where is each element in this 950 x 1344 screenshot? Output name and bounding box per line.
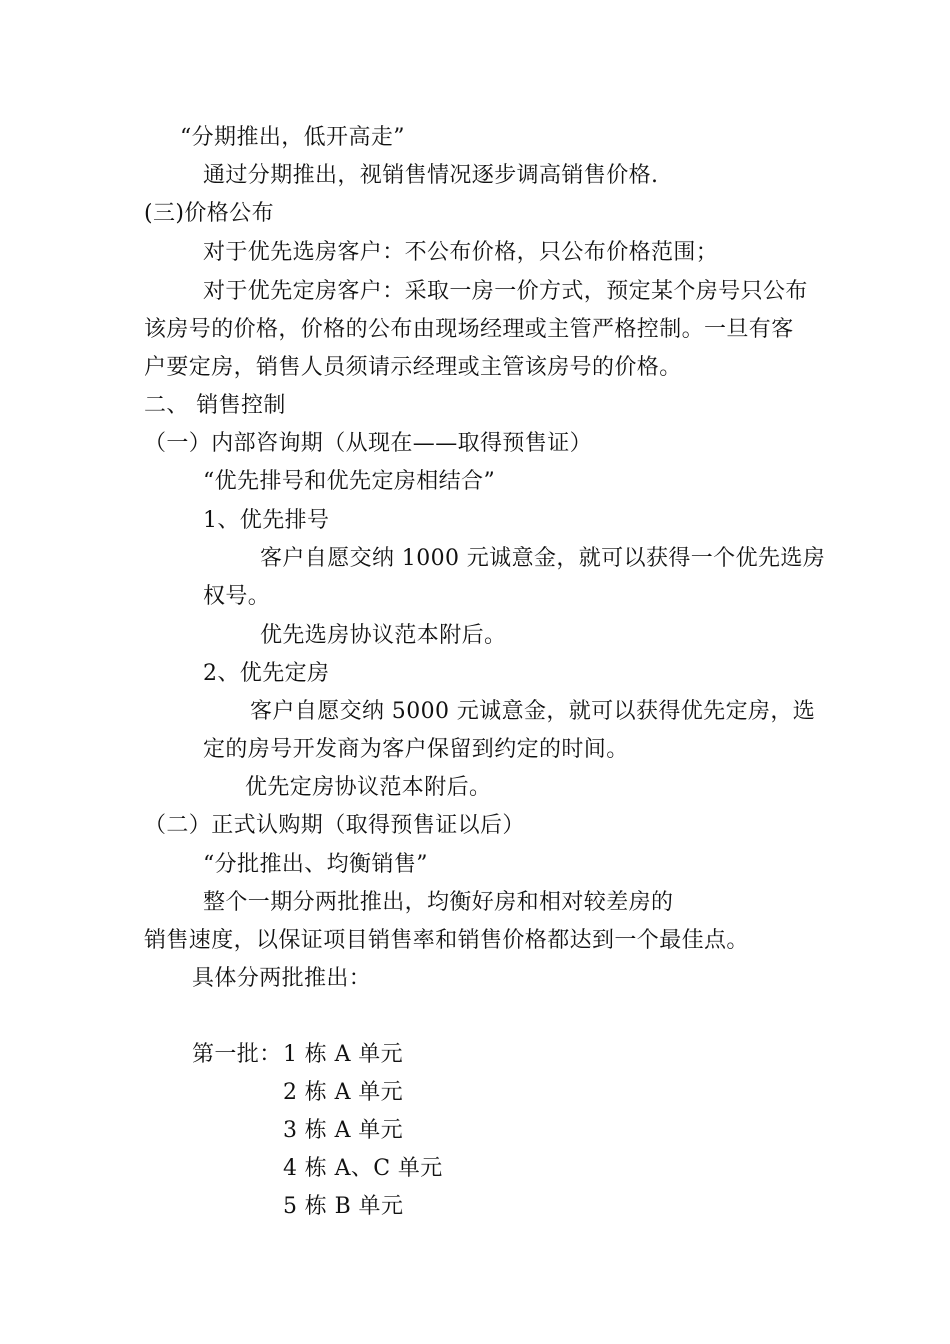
phase-2-description-line-1: 整个一期分两批推出，均衡好房和相对较差房的 — [203, 890, 674, 915]
phase-1-quote: “优先排号和优先定房相结合” — [203, 469, 496, 494]
batch-1-label: 第一批： — [192, 1042, 282, 1067]
priority-book-price-text-line-2: 该房号的价格，价格的公布由现场经理或主管严格控制。一旦有客 — [144, 317, 794, 342]
part-2-title: 二、 销售控制 — [144, 393, 286, 418]
item-1-description-line-1: 客户自愿交纳 1000 元诚意金，就可以获得一个优先选房 — [260, 546, 826, 571]
phase-2-title: （二）正式认购期（取得预售证以后） — [144, 813, 525, 838]
batch-intro: 具体分两批推出： — [192, 966, 372, 991]
priority-choose-price-text: 对于优先选房客户：不公布价格，只公布价格范围； — [203, 240, 719, 265]
item-2-title: 2、优先定房 — [203, 661, 330, 686]
phase-1-title: （一）内部咨询期（从现在——取得预售证） — [144, 431, 593, 456]
batch-1-unit: 5 栋 B 单元 — [283, 1194, 404, 1219]
phase-2-quote: “分批推出、均衡销售” — [203, 852, 428, 877]
batch-1-unit: 2 栋 A 单元 — [283, 1080, 404, 1105]
quote-phased-launch: “分期推出，低开高走” — [180, 125, 405, 150]
priority-book-price-text-line-1: 对于优先定房客户：采取一房一价方式，预定某个房号只公布 — [203, 279, 808, 304]
batch-1-unit: 3 栋 A 单元 — [283, 1118, 404, 1143]
item-2-description-line-2: 定的房号开发商为客户保留到约定的时间。 — [203, 737, 629, 762]
section-3-title: (三)价格公布 — [144, 201, 274, 226]
phased-launch-description: 通过分期推出，视销售情况逐步调高销售价格. — [203, 163, 659, 188]
item-1-description-line-2: 权号。 — [203, 584, 271, 609]
batch-1-unit: 1 栋 A 单元 — [283, 1042, 404, 1067]
phase-2-description-line-2: 销售速度，以保证项目销售率和销售价格都达到一个最佳点。 — [144, 928, 749, 953]
item-2-note: 优先定房协议范本附后。 — [245, 775, 492, 800]
item-2-description-line-1: 客户自愿交纳 5000 元诚意金，就可以获得优先定房，选 — [250, 699, 816, 724]
item-1-title: 1、优先排号 — [203, 508, 330, 533]
batch-1-unit: 4 栋 A、C 单元 — [283, 1156, 443, 1181]
item-1-note: 优先选房协议范本附后。 — [260, 623, 507, 648]
priority-book-price-text-line-3: 户要定房，销售人员须请示经理或主管该房号的价格。 — [144, 355, 682, 380]
